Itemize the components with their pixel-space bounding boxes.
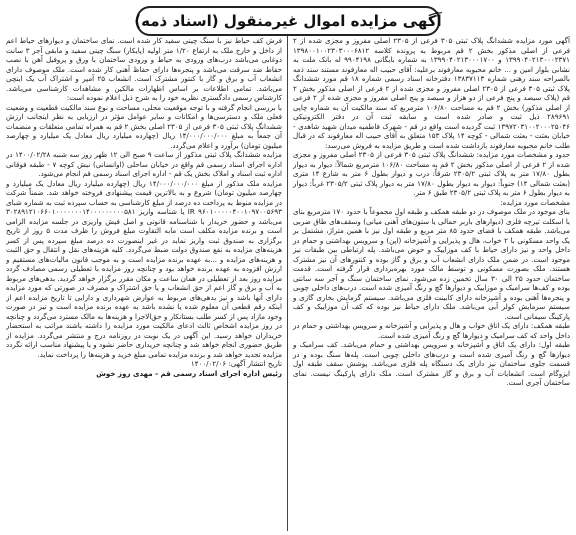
notice-title: آگهی مزایده اموال غیرمنقول (اسناد ذمه) <box>134 12 442 30</box>
notice-body <box>6 36 570 531</box>
publish-date: تاریخ انتشار آگهی: ۱۴۰۰/۰۲/۰۶ <box>190 359 282 368</box>
signature-line: رئیس اداره اجرای اسناد رسمی قم - مهدی روز خوش <box>96 368 282 378</box>
right-paragraph: مشخصات مورد مزایده: <box>500 197 570 207</box>
left-paragraph: مزایده ششدانگ پلاک ثبتی مذکور از ساعت ۹ صبح الی ۱۲ ظهر روز سه شنبه ۱۴۰۰/۰۲/۲۸ در اداره اجرای اسناد رسمی قم واقع در خیابان ساحلی (اوانسانی) نبش کوچه ۷ - طبقه فوقانی اداره ثبت اسناد و املاک بخش یک قم - اداره اجرای اسناد رسمی قم انجام می‌شود. <box>6 150 282 178</box>
right-column <box>288 36 570 531</box>
left-column <box>6 36 288 531</box>
right-paragraph: طبقه اول: دارای یک اتاق و آشپزخانه و سرویس بهداشتی و حمام می‌باشد. کف سرامیک و دیوارها گچ و رنگ آمیزی شده است و درب‌های داخلی چوبی است. پله‌ها سنگ بوده و در قسمت جلوی ساختمان نیز دارای یک دستگاه پله فلزی می‌باشد. پوشش سقف طبقه اول ایزوگام است. انشعابات آب و برق و گاز مشترک است. ملک دارای پارکینگ نیست. نمای ساختمان آجری است. <box>293 340 570 387</box>
left-paragraph: با بررسی انجام گرفته و با توجه موقعیت محلی، مساحت و نوع سند مالکیت قطعیت و وضعیت فعلی ملک و دسترسی‌ها و امکانات و سایر عوامل مؤثر در ارزیابی به نظر اینجانب ارزش ششدانگ پلاک ثبتی ۳۰۵ فرعی از ۲۳۰۵ اصلی بخش ۲ قم به همراه تمامی متعلقات و منضمات آن جمعاً به مبلغ ۱۴/۰۰۰/۰۰۰/۰۰۰ ریال (چهارده میلیارد ریال معادل یک میلیارد و چهارصد میلیون تومان) برآورد و اعلام می‌گردد. <box>6 102 282 150</box>
right-paragraph: حدود و مشخصات مورد مزایده: ششدانگ پلاک ثبتی ۳۰۵ فرعی از ۲۳۰۵ اصلی مفروز و مجزی شده از ۲ فرعی از اصلی مذکور بخش ۲ قم به مساحت ۱۰۶/۸۰ مترمربع شمالاً: دیوار به دیوار بطول ۱۷/۸۰ متر به پلاک ثبتی ۲۳۰۵/۲ شرقاً: درب و دیوار بطول ۶ متر به شارع ۱۴ متری (بعثت شمالی ۱۴) جنوباً: دیوار به دیوار بطول ۱۷/۸۰ متر به دیوار پلاک ثبتی ۲۳۰۵/۲ غرباً: دیوار به دیوار بطول ۶ متر به پلاک ثبتی ۲۳۰۵/۲ طبق ۶ متر. <box>293 150 570 197</box>
right-paragraph: طبقه همکف: دارای یک اتاق خواب و هال و پذیرایی و آشپزخانه و سرویس بهداشتی و حمام در داخل واحد که کف سرامیک و دیوارها گچ و رنگ آمیزی شده است. <box>293 321 570 340</box>
notice-title-frame <box>136 6 440 36</box>
left-paragraph: مزایده ملک مذکور از مبلغ ۱۴/۰۰۰/۰۰۰/۰۰۰ ریال (چهارده میلیارد ریال معادل یک میلیارد و چهارصد میلیون تومان) شروع و به بالاترین قیمت پیشنهادی فروخته خواهد شد. ضمناً شرکت در مزایده منوط به پرداخت ده درصد از مبلغ کارشناسی به حساب سپرده ثبت به شماره شبای IR ۹۶۰۱۰۰۰۰۰۴۰۰۱۰۹۷۰۰۵۶۹۳ یا شناسه واریز ۳۰۲۸۹۱۲۱۰۶۶۰۱۰۰۰۰۰۰۰۱۴۰۰۰۰۰۰۰۰۰۵۸۱ می‌باشد و حضور خریدار با شناسنامه قانونی و اصل فیش واریزی در جلسه مزایده الزامی است و برنده مزایده مکلف است مابه التفاوت مبلغ فروش را ظرف مدت ۵ روز از تاریخ برگزاری به صندوق ثبت واریز نماید در غیر اینصورت ده درصد مبلغ سپرده پس از کسر هزینه‌های مزایده به نفع صندوق دولت ضبط می‌گردد. کلیه هزینه‌های نقل و انتقال و حق الثبت و هزینه‌های مزایده و ...به عهده برنده مزایده است و به موجب قانون مالیات‌های مستقیم و ارزش افزوده به عهده برنده خواهد بود و چنانچه روز مزایده با تعطیلی رسمی مصادف گردد مزایده روز بعد از تعطیلی در همان ساعت و مکان مقرر برگزار خواهد گردید. بدهی‌های مربوط به آب و برق و گاز اعم از حق انشعاب و یا حق اشتراک و مصرف در صورتی که مورد مزایده دارای آنها باشد و نیز بدهی‌های مربوط به عوارض شهرداری و دارایی تا تاریخ مزایده اعم از اینکه رقم قطعی آن معلوم شده یا نشده باشد به عهده برنده مزایده است و نیز در صورت وجود مازاد پس از کسر طلب بستانکار و حق‌الاجرا و هزینه‌ها به مالک مسترد می‌گردد و چنانچه در روز مزایده اشخاص ثالث ادعای مالکیت مورد مزایده را داشته باشند مراتب به استحضار خریداران خواهد رسید. این آگهی در یک نوبت در روزنامه درج و منتشر می‌گردد. مزایده از طریق حضوری انجام خواهد شد و چنانچه خریداری حاضر نشود و یا پیشنهاد مناسب ارائه نگردد مزایده تجدید خواهد شد و برنده مزایده تمامی مبلغ خرید و هزینه‌ها را پرداخت نماید. <box>6 178 282 359</box>
left-paragraph: فرش کف حیاط نیز با سنگ چینی سفید کار شده است. نمای ساختمان و دیوارهای حیاط اعم از داخل و خارج ملک به ارتفاع ۱/۲۰ متر اولیه (پایکار) سنگ چینی سفید و مابقی آجر ۳ سانت دوغابی می‌باشد درب‌های ورودی به حیاط و ورودی ساختمان با ورق و پروفیل آهن با نصب حفاظ ضد سرقت می‌باشد و پنجره‌ها دارای حفاظ آهنی کار شده است. ملک موصوف دارای انشعاب آب و برق و گاز با کنتور مشترک است. انشعاب ۲۵ آمپر و اشتراک آب یک اینچی می‌باشد. تمامی اطلاعات بر اساس اظهارات مالکین و مشاهدات کارشناسی می‌باشد. کارشناس رسمی دادگستری نظریه خود را به شرح ذیل اعلام نموده است: <box>6 36 282 102</box>
right-paragraph: بنای موجود در ملک موصوف در دو طبقه همکف و طبقه اول مجموعاً با حدود ۱۷۰ مترمربع بنای با اسکلت تیرچه فلزی (دیوارهای باربر حمالی یا ستون‌های آهنی میانی) وسقف‌های طاق ضربی می‌باشد. طبقه همکف با فضای حدود ۸۵ متر مربع و طبقه اول نیز با همین متراژ، مشتمل بر یک واحد مسکونی با ۲ خواب، هال و پذیرایی و آشپزخانه (اپن) و سرویس بهداشتی و حمام در داخل واحد و نیز دارای حیاط با کف موزاییک و حوض می‌باشد. پله ارتباطی بین طبقات نیز موجود است. در ضمن ملک دارای انشعاب آب و برق و گاز بوده و کنتورهای آن نیز مشترک هستند. ملک بصورت مسکونی و توسط مالک مورد بهره‌برداری قرار گرفته است. قدمت ساختمان حدود ۲۵ الی ۳۰ سال تخمین زده می‌شود. نمای ساختمان سنگ و آجر سه سانتی بوده و کف‌ها سرامیک و موزاییک و دیوارها گچ و رنگ آمیزی شده است. درب‌های داخلی چوبی و پنجره‌ها آهنی بوده و آشپزخانه دارای کابینت فلزی می‌باشد. سیستم گرمایش بخاری گازی و سیستم سرمایش کولر آبی می‌باشد. ملک دارای حیاط نیز بوده که کف آن موزاییک و کف پارکینگ سیمانی است. <box>293 207 570 321</box>
right-paragraph: آگهی مورد مزایده ششدانگ پلاک ثبتی ۳۰۵ فرعی از ۲۳۰۵ اصلی مفروز و مجزی شده از ۲ فرعی از اصلی مذکور بخش ۲ قم مربوط به پرونده کلاسه ۱۳۹۸۰۰۱۰۰۲۳۰۳۰۰۰۶۸۱۲ ۱۳۹۹۰۴۰۲۱۳۰۰۰۲۳۷۱ و ۱۳۹۹۰۴۰۲۱۳۰۰۰۱۷۰۰ به شماره بایگانی ۹۹۰۴۱۹۸ له بانک ملت به نشانی بلوار امین و ... خانم محبوبه معارفوند برعلیه: آقای حبیب اله معارفوند مستند سند ذمه بالصراحه سند رهنی شماره ۱۳۸۳۷۱۱۳ دفترخانه اسناد رسمی شماره ۱۸ قم مورد ششدانگ پلاک ثبتی ۳۰۵ فرعی از ۲۳۰۵ اصلی مفروز و مجزی شده از ۲ فرعی از اصلی مذکور بخش ۲ قم (پلاک سیصد و پنج فرعی از دو هزار و سیصد و پنج اصلی مفروز و مجزی شده از ۲ فرعی از اصلی مذکور) بخش ۲ قم به مساحت ۱۰۶/۸۰ مترمربع که سند مالکیت آن به شماره چاپی ۲۸۹۶۹۱ ذیل ثبت و صادر شده است و سابقه ثبت آن در دفتر الکترونیکی ۱۳۹۷۲۰۳۱۰۰۲۰۰۰۲۵۰۴۶ ثبت گردیده است واقع در قم - شهرک فاطمیه میدان شهید شاهدی - خیابان بعثت - بعثت شمالی - کوچه ۱۴ پلاک ۱۵۳ متعلق به آقای حبیب اله معارفوند که در قبال طلب خانم محبوبه معارفوند بازداشت شده است و طریق مزایده به فروش می‌رسد: <box>293 36 570 150</box>
